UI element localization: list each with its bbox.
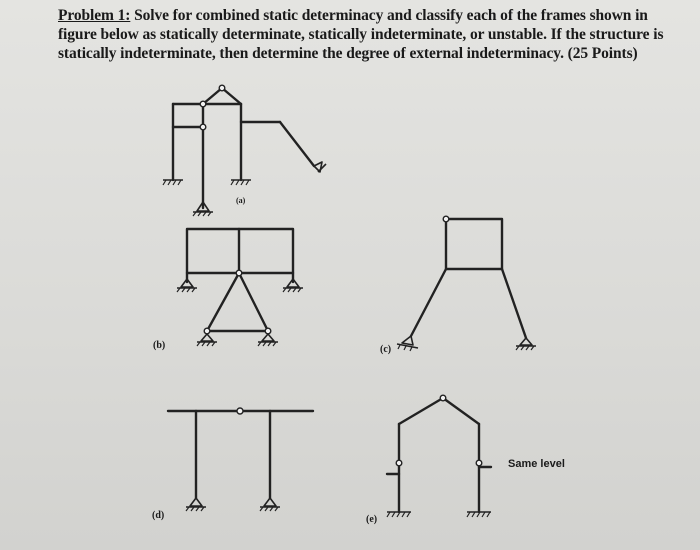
same-level-note: Same level [508, 458, 565, 470]
figure-d-label: (d) [152, 510, 165, 521]
pin-support-icon [516, 338, 536, 350]
fixed-support-icon [467, 512, 491, 517]
hinge-icon [476, 460, 482, 466]
problem-body: Solve for combined static determinacy and classify each of the frames shown in figure below as statically determinate, statically indeterminate, or unstable. If the structure is statically indeterminate, then determine the degree of external indeterminacy. (25 Points) [58, 7, 664, 62]
hinge-icon [204, 328, 210, 334]
hinge-icon [265, 328, 271, 334]
hinge-icon [443, 216, 449, 222]
roller-support-icon [258, 334, 278, 346]
fixed-support-icon [163, 180, 183, 185]
hinge-icon [200, 101, 206, 107]
hinge-icon [200, 124, 206, 130]
frame-d [168, 408, 313, 511]
hinge-icon [396, 460, 402, 466]
roller-support-icon [314, 162, 326, 172]
hinge-icon [440, 395, 446, 401]
hinge-icon [236, 270, 242, 276]
hinge-icon [219, 85, 225, 91]
pin-support-icon [397, 336, 418, 351]
pin-support-icon [186, 498, 206, 511]
problem-label: Problem 1: [58, 7, 131, 24]
figure-a-label: (a) [236, 196, 246, 205]
frame-c [397, 216, 536, 351]
figure-b-label: (b) [153, 340, 166, 351]
figure-e-label: (e) [366, 514, 378, 525]
figure-c-label: (c) [380, 344, 392, 355]
pin-support-icon [260, 498, 280, 511]
hinge-icon [237, 408, 243, 414]
fixed-support-icon [231, 180, 251, 185]
frame-b [177, 229, 303, 346]
fixed-support-icon [387, 512, 411, 517]
pin-support-icon [197, 334, 217, 346]
frame-e [387, 395, 491, 517]
